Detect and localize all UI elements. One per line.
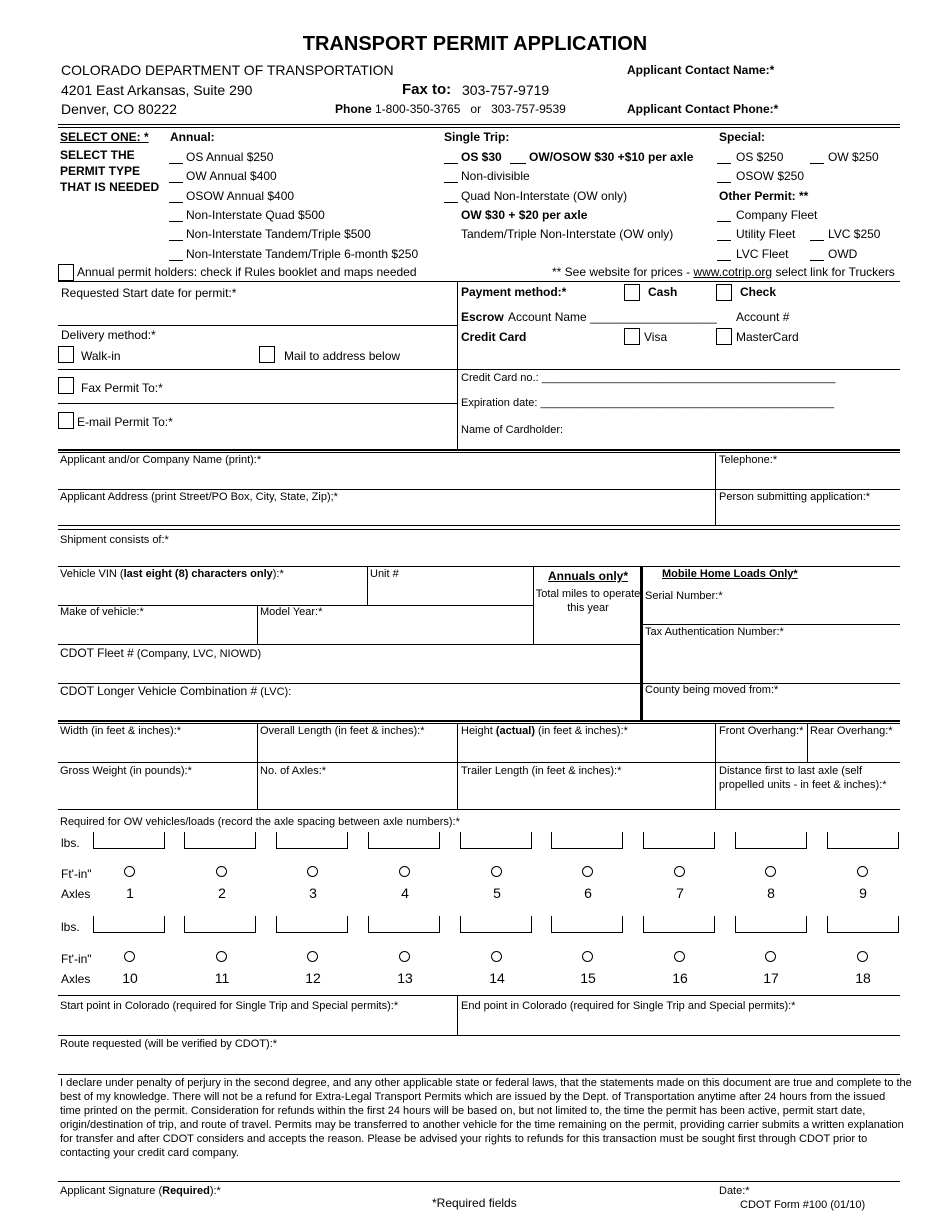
axle-number: 8 <box>767 885 775 901</box>
annual-tandem-blank[interactable] <box>169 240 183 241</box>
divider <box>58 325 457 326</box>
lbs-field[interactable] <box>184 832 256 849</box>
axle-12-radio[interactable] <box>307 951 318 962</box>
axles-label-row2: Axles <box>61 972 91 986</box>
annual-header: Annual: <box>170 130 215 144</box>
lbs-field[interactable] <box>643 916 715 933</box>
lbs-field[interactable] <box>460 832 532 849</box>
column-divider <box>257 605 258 644</box>
lvc-fleet-blank[interactable] <box>717 260 731 261</box>
gross-weight-label: Gross Weight (in pounds):* <box>60 765 192 777</box>
signature-line <box>58 1181 900 1182</box>
that-is-needed-label: THAT IS NEEDED <box>60 180 160 194</box>
axle-number: 2 <box>218 885 226 901</box>
expiration-date-field[interactable]: Expiration date: ________________________________________________ <box>461 397 835 409</box>
height-bold: (actual) <box>495 725 535 737</box>
route-requested-label: Route requested (will be verified by CDOT):* <box>60 1038 278 1050</box>
divider <box>642 624 900 625</box>
mail-checkbox[interactable] <box>259 346 275 363</box>
vin-prefix: Vehicle VIN ( <box>60 568 124 580</box>
axle-7-radio[interactable] <box>674 866 685 877</box>
company-fleet-label: Company Fleet <box>736 208 818 222</box>
lvc-250-label: LVC $250 <box>828 227 881 241</box>
select-the-label: SELECT THE <box>60 148 135 162</box>
telephone-label: Telephone:* <box>719 454 778 466</box>
vin-suffix: ):* <box>272 568 284 580</box>
walk-in-checkbox[interactable] <box>58 346 74 363</box>
axle-2-radio[interactable] <box>216 866 227 877</box>
fax-permit-checkbox[interactable] <box>58 377 74 394</box>
cdot-fleet-label <box>60 646 261 660</box>
axle-number: 16 <box>672 970 688 986</box>
annual-osow-blank[interactable] <box>169 202 183 203</box>
divider <box>58 723 900 724</box>
rules-booklet-label: Annual permit holders: check if Rules booklet and maps needed <box>77 265 417 279</box>
credit-card-number-field[interactable]: Credit Card no.: ________________________________________________ <box>461 372 836 384</box>
agency-name: COLORADO DEPARTMENT OF TRANSPORTATION <box>61 62 394 78</box>
number-of-axles-label: No. of Axles:* <box>260 765 327 777</box>
cotrip-link[interactable]: www.cotrip.org <box>693 265 773 279</box>
single-os-blank[interactable] <box>444 163 458 164</box>
axle-number: 11 <box>214 970 230 986</box>
axle-number: 7 <box>676 885 684 901</box>
lbs-field[interactable] <box>93 916 165 933</box>
contact-name-label: Applicant Contact Name:* <box>627 63 775 77</box>
phone-numbers: 1-800-350-3765 or 303-757-9539 <box>375 102 566 116</box>
company-fleet-blank[interactable] <box>717 221 731 222</box>
required-fields-note: *Required fields <box>432 1196 517 1210</box>
form-number: CDOT Form #100 (01/10) <box>740 1199 866 1211</box>
lbs-field[interactable] <box>551 832 623 849</box>
axle-number: 15 <box>580 970 596 986</box>
height-suffix: (in feet & inches):* <box>534 725 628 737</box>
special-os-blank[interactable] <box>717 163 731 164</box>
check-label: Check <box>740 285 777 299</box>
credit-card-label: Credit Card <box>461 330 527 344</box>
axle-11-radio[interactable] <box>216 951 227 962</box>
county-label: County being moved from:* <box>645 684 779 696</box>
lbs-field[interactable] <box>93 832 165 849</box>
annual-os-blank[interactable] <box>169 163 183 164</box>
lbs-field[interactable] <box>827 832 899 849</box>
other-permit-label: Other Permit: ** <box>719 189 809 203</box>
axle-6-radio[interactable] <box>582 866 593 877</box>
vin-bold: last eight (8) characters only <box>123 568 273 580</box>
lbs-field[interactable] <box>735 832 807 849</box>
website-note <box>552 265 895 279</box>
annual-quad-label: Non-Interstate Quad $500 <box>186 208 325 222</box>
divider <box>58 124 900 125</box>
owd-label: OWD <box>828 247 858 261</box>
cdot-lvc-label <box>60 684 291 698</box>
ft-in-label-row2: Ft'-in" <box>61 952 92 966</box>
owd-blank[interactable] <box>810 260 824 261</box>
delivery-method-label: Delivery method:* <box>61 328 156 342</box>
contact-phone-label: Applicant Contact Phone:* <box>627 102 779 116</box>
axle-8-radio[interactable] <box>765 866 776 877</box>
column-divider <box>807 723 808 762</box>
single-ow-axle-label: OW $30 + $20 per axle <box>461 208 588 222</box>
website-note-prefix: ** See website for prices - <box>552 265 694 279</box>
axle-4-radio[interactable] <box>399 866 410 877</box>
axle-number: 12 <box>305 970 321 986</box>
overall-length-label: Overall Length (in feet & inches):* <box>260 725 425 737</box>
lbs-label-row2: lbs. <box>61 920 80 934</box>
make-of-vehicle-label: Make of vehicle:* <box>60 606 144 618</box>
applicant-signature-label <box>60 1185 221 1197</box>
ft-in-label-row1: Ft'-in" <box>61 867 92 881</box>
fleet-no-small: (Company, LVC, NIOWD) <box>133 648 262 660</box>
declaration-line: for transfer and after CDOT considers and accepts the reason. Please be advised your rights to refunds for this transaction must be sought first through CDOT prior to <box>60 1133 868 1145</box>
divider <box>58 489 900 490</box>
axle-number: 13 <box>397 970 413 986</box>
single-quad-blank[interactable] <box>444 202 458 203</box>
declaration-line: time printed on the permit. Consideration for refunds within the first 24 hours will be based on, but not limited to, the time the permit has been active, permit start date, <box>60 1105 866 1117</box>
utility-fleet-label: Utility Fleet <box>736 227 796 241</box>
lbs-field[interactable] <box>368 916 440 933</box>
signature-required: Required <box>162 1185 210 1197</box>
utility-fleet-blank[interactable] <box>717 240 731 241</box>
axle-number: 4 <box>401 885 409 901</box>
axle-14-radio[interactable] <box>491 951 502 962</box>
applicant-address-label: Applicant Address (print Street/PO Box, City, State, Zip);* <box>60 491 338 503</box>
lvc-no-text: CDOT Longer Vehicle Combination # <box>60 684 258 698</box>
annual-os-label: OS Annual $250 <box>186 150 274 164</box>
email-permit-checkbox[interactable] <box>58 412 74 429</box>
height-prefix: Height <box>461 725 496 737</box>
unit-number-label: Unit # <box>370 568 399 580</box>
lbs-field[interactable] <box>643 832 715 849</box>
lbs-field[interactable] <box>551 916 623 933</box>
column-divider <box>457 281 458 450</box>
declaration-line: I declare under penalty of perjury in the second degree, and any other applicable state or federal laws, that the statements made on this document are true and complete to the <box>60 1077 912 1089</box>
payment-method-label: Payment method:* <box>461 285 567 299</box>
agency-address-line1: 4201 East Arkansas, Suite 290 <box>61 82 253 98</box>
trailer-length-label: Trailer Length (in feet & inches):* <box>461 765 622 777</box>
lvc-250-blank[interactable] <box>810 240 824 241</box>
divider <box>58 762 900 763</box>
lbs-field[interactable] <box>276 832 348 849</box>
axle-9-radio[interactable] <box>857 866 868 877</box>
height-label <box>461 725 628 737</box>
select-one-label: SELECT ONE: * <box>60 130 149 144</box>
axle-16-radio[interactable] <box>674 951 685 962</box>
single-quad-label: Quad Non-Interstate (OW only) <box>461 189 628 203</box>
column-divider <box>257 723 258 809</box>
start-date-label: Requested Start date for permit:* <box>61 286 237 300</box>
divider <box>58 403 457 404</box>
annual-tandem-label: Non-Interstate Tandem/Triple $500 <box>186 227 371 241</box>
axle-17-radio[interactable] <box>765 951 776 962</box>
column-divider <box>457 995 458 1035</box>
agency-address-line2: Denver, CO 80222 <box>61 101 177 117</box>
mastercard-checkbox[interactable] <box>716 328 732 345</box>
divider <box>58 127 900 128</box>
check-checkbox[interactable] <box>716 284 732 301</box>
width-label: Width (in feet & inches):* <box>60 725 182 737</box>
axle-15-radio[interactable] <box>582 951 593 962</box>
annual-tandem-6mo-label: Non-Interstate Tandem/Triple 6-month $250 <box>186 247 419 261</box>
escrow-account-name: Account Name ___________________ <box>508 310 717 324</box>
start-point-label: Start point in Colorado (required for Single Trip and Special permits):* <box>60 1000 399 1012</box>
axle-number: 10 <box>122 970 138 986</box>
annual-osow-label: OSOW Annual $400 <box>186 189 295 203</box>
axles-label-row1: Axles <box>61 887 91 901</box>
axle-number: 5 <box>493 885 501 901</box>
column-divider <box>715 723 716 809</box>
date-label: Date:* <box>719 1185 750 1197</box>
divider <box>58 369 457 370</box>
divider <box>58 644 640 645</box>
divider <box>58 449 900 451</box>
declaration-line: origin/destination of trip, and route of travel. Permits may be transferred to another vehicle for the time remaining on the permit, providing carrier submits a written explanation <box>60 1119 904 1131</box>
total-miles-label: Total miles to operate this year <box>535 588 641 614</box>
person-submitting-label: Person submitting application:* <box>719 491 871 503</box>
divider <box>58 529 900 530</box>
lbs-field[interactable] <box>276 916 348 933</box>
distance-axle-label-1: Distance first to last axle (self <box>719 765 863 777</box>
serial-number-label: Serial Number:* <box>645 590 723 602</box>
annual-ow-label: OW Annual $400 <box>186 169 277 183</box>
annual-tandem-6mo-blank[interactable] <box>169 260 183 261</box>
single-trip-header: Single Trip: <box>444 130 510 144</box>
single-nondivisible-label: Non-divisible <box>461 169 530 183</box>
annuals-only-label: Annuals only* <box>548 569 629 583</box>
company-name-label: Applicant and/or Company Name (print):* <box>60 454 262 466</box>
cardholder-name-field[interactable]: Name of Cardholder: <box>461 424 564 436</box>
axle-number: 9 <box>859 885 867 901</box>
email-permit-label: E-mail Permit To:* <box>77 415 173 429</box>
tax-authentication-label: Tax Authentication Number:* <box>645 626 784 638</box>
lvc-no-small: (LVC): <box>257 686 292 698</box>
fax-label: Fax to: <box>402 81 452 98</box>
divider <box>58 566 900 567</box>
divider <box>58 720 900 722</box>
divider <box>58 995 900 996</box>
signature-suffix: ):* <box>209 1185 221 1197</box>
lbs-field[interactable] <box>827 916 899 933</box>
lbs-field[interactable] <box>735 916 807 933</box>
column-divider <box>457 723 458 809</box>
mail-label: Mail to address below <box>284 349 401 363</box>
mobile-home-label: Mobile Home Loads Only* <box>662 568 798 580</box>
divider <box>58 1035 900 1036</box>
mastercard-label: MasterCard <box>736 330 799 344</box>
annual-ow-blank[interactable] <box>169 182 183 183</box>
special-osow-label: OSOW $250 <box>736 169 805 183</box>
divider <box>58 452 900 453</box>
axle-spacing-required-label: Required for OW vehicles/loads (record the axle spacing between axle numbers):* <box>60 816 460 828</box>
axle-5-radio[interactable] <box>491 866 502 877</box>
axle-number: 1 <box>126 885 134 901</box>
lbs-field[interactable] <box>460 916 532 933</box>
cash-checkbox[interactable] <box>624 284 640 301</box>
divider <box>58 809 900 810</box>
website-note-suffix: select link for Truckers <box>772 265 895 279</box>
axle-number: 17 <box>763 970 779 986</box>
lbs-field[interactable] <box>368 832 440 849</box>
permit-type-label: PERMIT TYPE <box>60 164 141 178</box>
distance-axle-label-2: propelled units - in feet & inches):* <box>719 779 887 791</box>
cash-label: Cash <box>648 285 678 299</box>
special-os-label: OS $250 <box>736 150 784 164</box>
axle-number: 18 <box>855 970 871 986</box>
model-year-label: Model Year:* <box>260 606 323 618</box>
axle-10-radio[interactable] <box>124 951 135 962</box>
axle-13-radio[interactable] <box>399 951 410 962</box>
divider <box>58 525 900 526</box>
annual-quad-blank[interactable] <box>169 221 183 222</box>
signature-prefix: Applicant Signature ( <box>60 1185 163 1197</box>
axle-number: 3 <box>309 885 317 901</box>
vehicle-vin-label <box>60 568 284 580</box>
walk-in-label: Walk-in <box>81 349 121 363</box>
lbs-label-row1: lbs. <box>61 836 80 850</box>
single-nondivisible-blank[interactable] <box>444 182 458 183</box>
column-divider <box>367 566 368 605</box>
end-point-label: End point in Colorado (required for Single Trip and Special permits):* <box>461 1000 796 1012</box>
visa-label: Visa <box>644 330 668 344</box>
shipment-consists-label: Shipment consists of:* <box>60 534 169 546</box>
axle-number: 14 <box>489 970 505 986</box>
single-owosow-label: OW/OSOW $30 +$10 per axle <box>529 150 694 164</box>
special-ow-label: OW $250 <box>828 150 879 164</box>
special-header: Special: <box>719 130 766 144</box>
fax-permit-label: Fax Permit To:* <box>81 381 163 395</box>
declaration-line: best of my knowledge. There will not be a refund for Extra-Legal Transport Permits which are issued by the Dept. of Transportation anytime after 24 hours from the issued <box>60 1091 886 1103</box>
rules-booklet-checkbox[interactable] <box>58 264 74 281</box>
special-osow-blank[interactable] <box>717 182 731 183</box>
escrow-account-number-label: Account # <box>736 310 790 324</box>
axle-1-radio[interactable] <box>124 866 135 877</box>
fleet-no-text: CDOT Fleet # <box>60 646 134 660</box>
divider <box>58 1074 900 1075</box>
front-overhang-label: Front Overhang:* <box>719 725 804 737</box>
phone-label: Phone <box>335 102 372 116</box>
visa-checkbox[interactable] <box>624 328 640 345</box>
divider <box>457 369 900 370</box>
escrow-label: Escrow <box>461 310 504 324</box>
page-title: TRANSPORT PERMIT APPLICATION <box>302 33 648 55</box>
axle-18-radio[interactable] <box>857 951 868 962</box>
axle-3-radio[interactable] <box>307 866 318 877</box>
single-owosow-blank[interactable] <box>510 163 526 164</box>
rear-overhang-label: Rear Overhang:* <box>810 725 893 737</box>
lbs-field[interactable] <box>184 916 256 933</box>
special-ow-blank[interactable] <box>810 163 824 164</box>
fax-number: 303-757-9719 <box>462 82 550 98</box>
axle-number: 6 <box>584 885 592 901</box>
lvc-fleet-label: LVC Fleet <box>736 247 789 261</box>
single-os-label: OS $30 <box>461 150 502 164</box>
single-tandem-label: Tandem/Triple Non-Interstate (OW only) <box>461 227 674 241</box>
divider <box>58 281 900 282</box>
declaration-line: contacting your credit card company. <box>60 1147 239 1159</box>
